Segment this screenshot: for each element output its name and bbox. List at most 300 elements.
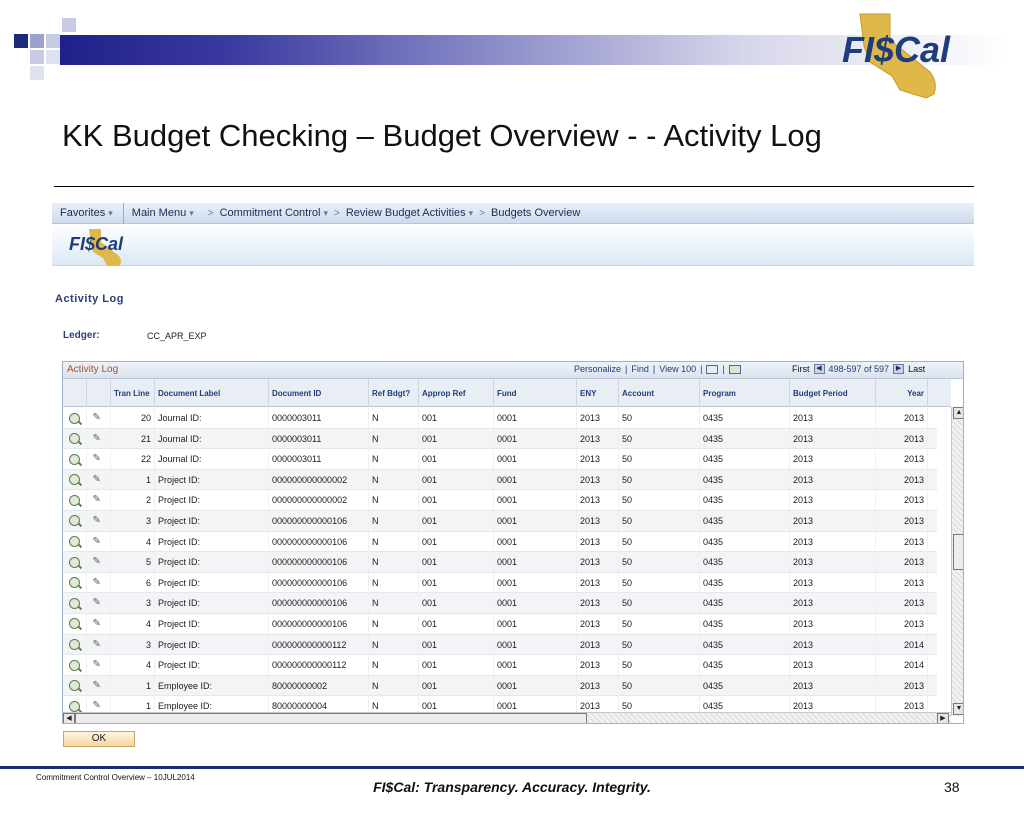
cell-program: 0435: [700, 470, 790, 490]
download-excel-icon[interactable]: [729, 365, 741, 374]
drill-cell: [87, 449, 111, 469]
header-fund[interactable]: Fund: [494, 379, 577, 407]
cell-document-id: 000000000000106: [269, 511, 369, 531]
drilldown-icon[interactable]: ✎: [92, 535, 101, 547]
cell-approp-ref: 001: [419, 696, 494, 716]
cell-approp-ref: 001: [419, 511, 494, 531]
grid-rows: [63, 408, 937, 717]
cell-approp-ref: 001: [419, 593, 494, 613]
cell-account: 50: [619, 490, 700, 510]
cell-tran-line: 3: [111, 593, 155, 613]
cell-fund: 0001: [494, 470, 577, 490]
cell-document-id: 80000000002: [269, 676, 369, 696]
header-detail-col: [63, 379, 87, 407]
cell-approp-ref: 001: [419, 655, 494, 675]
header-tran-line[interactable]: Tran Line: [111, 379, 155, 407]
drill-cell: [87, 552, 111, 572]
scroll-up-icon[interactable]: ▲: [953, 407, 964, 419]
drill-cell: [87, 573, 111, 593]
detail-cell: [63, 490, 87, 510]
cell-year: 2013: [876, 573, 928, 593]
cell-year: 2013: [876, 429, 928, 449]
detail-cell: [63, 449, 87, 469]
cell-document-id: 000000000000112: [269, 635, 369, 655]
cell-account: 50: [619, 429, 700, 449]
vertical-scroll-thumb[interactable]: [953, 534, 964, 570]
cell-budget-period: 2013: [790, 635, 876, 655]
table-row: [63, 511, 937, 532]
drill-cell: [87, 635, 111, 655]
header-program[interactable]: Program: [700, 379, 790, 407]
cell-document-id: 000000000000106: [269, 614, 369, 634]
drill-cell: [87, 532, 111, 552]
cell-budget-period: 2013: [790, 552, 876, 572]
main-menu-label: Main Menu: [131, 207, 187, 219]
scroll-down-icon[interactable]: ▼: [953, 703, 964, 715]
cell-year: 2014: [876, 655, 928, 675]
cell-year: 2013: [876, 676, 928, 696]
cell-account: 50: [619, 655, 700, 675]
cell-account: 50: [619, 676, 700, 696]
detail-cell: [63, 593, 87, 613]
favorites-label: Favorites: [60, 207, 106, 219]
cell-document-label: Project ID:: [155, 655, 269, 675]
table-row: [63, 490, 937, 511]
cell-budget-period: 2013: [790, 470, 876, 490]
favorites-menu[interactable]: [52, 203, 124, 224]
cell-ref-bdgt: N: [369, 655, 419, 675]
grid-header-row: [63, 379, 951, 407]
cell-account: 50: [619, 614, 700, 634]
cell-account: 50: [619, 573, 700, 593]
magnifier-detail-icon[interactable]: [69, 433, 80, 444]
drilldown-icon[interactable]: ✎: [92, 659, 101, 671]
cell-ref-bdgt: N: [369, 429, 419, 449]
toolbar-separator: |: [652, 364, 656, 374]
cell-ref-bdgt: N: [369, 408, 419, 428]
drilldown-icon[interactable]: ✎: [92, 597, 101, 609]
cell-document-id: 0000003011: [269, 408, 369, 428]
cell-budget-period: 2013: [790, 408, 876, 428]
cell-tran-line: 4: [111, 614, 155, 634]
cell-document-label: Project ID:: [155, 573, 269, 593]
cell-approp-ref: 001: [419, 490, 494, 510]
cell-fund: 0001: [494, 552, 577, 572]
drilldown-icon[interactable]: ✎: [92, 617, 101, 629]
footer-tagline: FI$Cal: Transparency. Accuracy. Integrity.: [373, 779, 651, 795]
cell-tran-line: 3: [111, 635, 155, 655]
cell-program: 0435: [700, 655, 790, 675]
grid-title: Activity Log: [67, 364, 119, 375]
header-ref-bdgt[interactable]: Ref Bdgt?: [369, 379, 419, 407]
cell-eny: 2013: [577, 490, 619, 510]
activity-log-grid: [62, 361, 964, 724]
header-budget-period[interactable]: Budget Period: [790, 379, 876, 407]
detail-cell: [63, 408, 87, 428]
cell-document-id: 000000000000106: [269, 532, 369, 552]
cell-tran-line: 4: [111, 532, 155, 552]
cell-eny: 2013: [577, 573, 619, 593]
cell-ref-bdgt: N: [369, 552, 419, 572]
drill-cell: [87, 429, 111, 449]
cell-fund: 0001: [494, 655, 577, 675]
cell-eny: 2013: [577, 449, 619, 469]
cell-fund: 0001: [494, 676, 577, 696]
cell-account: 50: [619, 696, 700, 716]
fiscal-logo-small-text: FI$Cal: [69, 234, 124, 254]
magnifier-detail-icon[interactable]: [69, 701, 80, 712]
breadcrumb-commitment-control[interactable]: Commitment Control: [219, 207, 321, 219]
drill-cell: [87, 470, 111, 490]
detail-cell: [63, 552, 87, 572]
cell-document-id: 0000003011: [269, 429, 369, 449]
table-row: [63, 470, 937, 491]
cell-document-label: Project ID:: [155, 490, 269, 510]
cell-document-id: 000000000000106: [269, 593, 369, 613]
chevron-down-icon[interactable]: ▾: [323, 207, 328, 218]
detail-cell: [63, 511, 87, 531]
breadcrumb-separator-icon: >: [333, 207, 340, 219]
cell-ref-bdgt: N: [369, 532, 419, 552]
cell-approp-ref: 001: [419, 552, 494, 572]
cell-tran-line: 2: [111, 490, 155, 510]
view-100-link[interactable]: View 100: [659, 364, 697, 374]
vertical-scrollbar[interactable]: [951, 407, 964, 716]
cell-program: 0435: [700, 614, 790, 634]
chevron-down-icon[interactable]: ▾: [468, 207, 474, 218]
cell-account: 50: [619, 593, 700, 613]
cell-program: 0435: [700, 573, 790, 593]
cell-tran-line: 22: [111, 449, 155, 469]
table-row: [63, 635, 937, 656]
cell-program: 0435: [700, 552, 790, 572]
cell-budget-period: 2013: [790, 532, 876, 552]
fiscal-logo-small: [67, 226, 152, 266]
cell-ref-bdgt: N: [369, 676, 419, 696]
cell-account: 50: [619, 470, 700, 490]
cell-document-label: Project ID:: [155, 593, 269, 613]
cell-ref-bdgt: N: [369, 593, 419, 613]
cell-ref-bdgt: N: [369, 511, 419, 531]
cell-tran-line: 1: [111, 676, 155, 696]
cell-year: 2014: [876, 635, 928, 655]
cell-tran-line: 20: [111, 408, 155, 428]
cell-approp-ref: 001: [419, 470, 494, 490]
previous-page-icon[interactable]: ◀: [814, 364, 825, 374]
cell-budget-period: 2013: [790, 676, 876, 696]
cell-fund: 0001: [494, 696, 577, 716]
drilldown-icon[interactable]: ✎: [92, 700, 101, 712]
cell-fund: 0001: [494, 532, 577, 552]
detail-cell: [63, 635, 87, 655]
detail-cell: [63, 573, 87, 593]
detail-cell: [63, 676, 87, 696]
cell-eny: 2013: [577, 552, 619, 572]
cell-fund: 0001: [494, 408, 577, 428]
cell-account: 50: [619, 532, 700, 552]
cell-budget-period: 2013: [790, 655, 876, 675]
first-link[interactable]: First: [792, 364, 810, 374]
page-range: 498-597 of 597: [828, 364, 890, 374]
breadcrumb-separator-icon: >: [207, 207, 214, 219]
cell-document-id: 000000000000002: [269, 490, 369, 510]
cell-ref-bdgt: N: [369, 449, 419, 469]
cell-program: 0435: [700, 635, 790, 655]
cell-program: 0435: [700, 593, 790, 613]
cell-budget-period: 2013: [790, 449, 876, 469]
ledger-label: Ledger:: [63, 330, 100, 341]
cell-ref-bdgt: N: [369, 573, 419, 593]
cell-ref-bdgt: N: [369, 635, 419, 655]
breadcrumb-budgets-overview[interactable]: Budgets Overview: [491, 207, 581, 219]
cell-year: 2013: [876, 614, 928, 634]
cell-budget-period: 2013: [790, 511, 876, 531]
zoom-grid-icon[interactable]: [706, 365, 718, 374]
cell-program: 0435: [700, 490, 790, 510]
drilldown-icon[interactable]: ✎: [92, 576, 101, 588]
grid-toolbar: [574, 364, 741, 374]
table-row: [63, 573, 937, 594]
cell-account: 50: [619, 408, 700, 428]
cell-year: 2013: [876, 470, 928, 490]
title-divider: [54, 186, 974, 187]
cell-fund: 0001: [494, 593, 577, 613]
fiscal-logo: [830, 10, 980, 102]
magnifier-detail-icon[interactable]: [69, 413, 80, 424]
cell-program: 0435: [700, 511, 790, 531]
magnifier-detail-icon[interactable]: [69, 680, 80, 691]
cell-year: 2013: [876, 408, 928, 428]
magnifier-detail-icon[interactable]: [69, 660, 80, 671]
drill-cell: [87, 490, 111, 510]
ledger-value: CC_APR_EXP: [147, 331, 207, 341]
cell-ref-bdgt: N: [369, 614, 419, 634]
drilldown-icon[interactable]: ✎: [92, 432, 101, 444]
drilldown-icon[interactable]: ✎: [92, 453, 101, 465]
cell-year: 2013: [876, 593, 928, 613]
cell-year: 2013: [876, 532, 928, 552]
cell-document-id: 000000000000106: [269, 552, 369, 572]
cell-document-label: Project ID:: [155, 635, 269, 655]
drilldown-icon[interactable]: ✎: [92, 679, 101, 691]
chevron-down-icon: ▾: [108, 207, 113, 218]
header-approp-ref[interactable]: Approp Ref: [419, 379, 494, 407]
table-row: [63, 532, 937, 553]
cell-approp-ref: 001: [419, 449, 494, 469]
cell-program: 0435: [700, 532, 790, 552]
magnifier-detail-icon[interactable]: [69, 557, 80, 568]
cell-budget-period: 2013: [790, 490, 876, 510]
magnifier-detail-icon[interactable]: [69, 618, 80, 629]
table-row: [63, 449, 937, 470]
cell-tran-line: 1: [111, 696, 155, 716]
table-row: [63, 614, 937, 635]
breadcrumb-review-budget-activities[interactable]: Review Budget Activities: [345, 207, 466, 219]
detail-cell: [63, 614, 87, 634]
cell-approp-ref: 001: [419, 532, 494, 552]
table-row: [63, 593, 937, 614]
detail-cell: [63, 429, 87, 449]
horizontal-scroll-thumb[interactable]: [75, 713, 587, 724]
cell-year: 2013: [876, 449, 928, 469]
drilldown-icon[interactable]: ✎: [92, 556, 101, 568]
slide-title: KK Budget Checking – Budget Overview - - Activity Log: [62, 118, 822, 153]
cell-fund: 0001: [494, 614, 577, 634]
cell-budget-period: 2013: [790, 429, 876, 449]
cell-account: 50: [619, 552, 700, 572]
next-page-icon[interactable]: ▶: [893, 364, 904, 374]
cell-document-label: Project ID:: [155, 614, 269, 634]
cell-program: 0435: [700, 676, 790, 696]
drilldown-icon[interactable]: ✎: [92, 494, 101, 506]
drill-cell: [87, 614, 111, 634]
detail-cell: [63, 532, 87, 552]
cell-ref-bdgt: N: [369, 696, 419, 716]
toolbar-separator: |: [722, 364, 725, 374]
fiscal-logo-text: FI$Cal: [842, 29, 951, 70]
navigation-bar: [52, 203, 974, 224]
cell-program: 0435: [700, 408, 790, 428]
cell-approp-ref: 001: [419, 614, 494, 634]
drill-cell: [87, 408, 111, 428]
cell-budget-period: 2013: [790, 593, 876, 613]
personalize-link[interactable]: Personalize: [574, 364, 622, 374]
cell-document-label: Journal ID:: [155, 449, 269, 469]
cell-document-id: 000000000000002: [269, 470, 369, 490]
header-year[interactable]: Year: [876, 379, 928, 407]
header-account[interactable]: Account: [619, 379, 700, 407]
drilldown-icon[interactable]: ✎: [92, 473, 101, 485]
scroll-left-icon[interactable]: ◀: [63, 713, 75, 724]
cell-program: 0435: [700, 429, 790, 449]
cell-document-label: Employee ID:: [155, 696, 269, 716]
cell-approp-ref: 001: [419, 408, 494, 428]
toolbar-separator: |: [700, 364, 703, 374]
drill-cell: [87, 511, 111, 531]
cell-document-id: 80000000004: [269, 696, 369, 716]
cell-fund: 0001: [494, 490, 577, 510]
cell-year: 2013: [876, 552, 928, 572]
cell-document-label: Project ID:: [155, 552, 269, 572]
cell-fund: 0001: [494, 449, 577, 469]
detail-cell: [63, 655, 87, 675]
magnifier-detail-icon[interactable]: [69, 639, 80, 650]
cell-fund: 0001: [494, 511, 577, 531]
cell-ref-bdgt: N: [369, 490, 419, 510]
cell-year: 2013: [876, 490, 928, 510]
magnifier-detail-icon[interactable]: [69, 515, 80, 526]
chevron-down-icon: ▾: [189, 207, 194, 218]
cell-eny: 2013: [577, 696, 619, 716]
cell-document-id: 000000000000112: [269, 655, 369, 675]
cell-document-label: Project ID:: [155, 532, 269, 552]
toolbar-separator: |: [625, 364, 628, 374]
cell-approp-ref: 001: [419, 635, 494, 655]
cell-eny: 2013: [577, 635, 619, 655]
grid-titlebar: [63, 362, 963, 379]
cell-document-label: Project ID:: [155, 511, 269, 531]
magnifier-detail-icon[interactable]: [69, 598, 80, 609]
cell-document-label: Employee ID:: [155, 676, 269, 696]
cell-eny: 2013: [577, 511, 619, 531]
cell-year: 2013: [876, 696, 928, 716]
cell-account: 50: [619, 449, 700, 469]
cell-account: 50: [619, 635, 700, 655]
cell-document-label: Journal ID:: [155, 429, 269, 449]
cell-fund: 0001: [494, 429, 577, 449]
cell-tran-line: 1: [111, 470, 155, 490]
cell-budget-period: 2013: [790, 573, 876, 593]
cell-fund: 0001: [494, 635, 577, 655]
cell-ref-bdgt: N: [369, 470, 419, 490]
cell-document-label: Journal ID:: [155, 408, 269, 428]
drilldown-icon[interactable]: ✎: [92, 638, 101, 650]
drill-cell: [87, 655, 111, 675]
magnifier-detail-icon[interactable]: [69, 536, 80, 547]
page-number: 38: [944, 779, 960, 795]
cell-document-id: 0000003011: [269, 449, 369, 469]
cell-tran-line: 6: [111, 573, 155, 593]
header-eny[interactable]: ENY: [577, 379, 619, 407]
cell-document-label: Project ID:: [155, 470, 269, 490]
find-link[interactable]: Find: [631, 364, 649, 374]
table-row: [63, 676, 937, 697]
cell-approp-ref: 001: [419, 676, 494, 696]
cell-program: 0435: [700, 696, 790, 716]
cell-eny: 2013: [577, 593, 619, 613]
magnifier-detail-icon[interactable]: [69, 454, 80, 465]
header-document-label[interactable]: Document Label: [155, 379, 269, 407]
cell-approp-ref: 001: [419, 573, 494, 593]
table-row: [63, 552, 937, 573]
cell-eny: 2013: [577, 429, 619, 449]
cell-program: 0435: [700, 449, 790, 469]
scroll-right-icon[interactable]: ▶: [937, 713, 949, 724]
cell-account: 50: [619, 511, 700, 531]
table-row: [63, 408, 937, 429]
cell-budget-period: 2013: [790, 696, 876, 716]
grid-paging: [792, 364, 929, 374]
drill-cell: [87, 593, 111, 613]
magnifier-detail-icon[interactable]: [69, 474, 80, 485]
drill-cell: [87, 676, 111, 696]
footer-rule: [0, 766, 1024, 769]
page-heading: Activity Log: [55, 293, 124, 305]
cell-tran-line: 5: [111, 552, 155, 572]
detail-cell: [63, 470, 87, 490]
cell-tran-line: 4: [111, 655, 155, 675]
magnifier-detail-icon[interactable]: [69, 577, 80, 588]
table-row: [63, 655, 937, 676]
cell-eny: 2013: [577, 408, 619, 428]
app-screenshot: [52, 203, 974, 753]
last-link[interactable]: Last: [908, 364, 926, 374]
main-menu[interactable]: [124, 207, 202, 219]
cell-year: 2013: [876, 511, 928, 531]
table-row: [63, 429, 937, 450]
app-banner: [52, 224, 974, 266]
header-document-id[interactable]: Document ID: [269, 379, 369, 407]
cell-document-id: 000000000000106: [269, 573, 369, 593]
cell-fund: 0001: [494, 573, 577, 593]
header-drill-col: [87, 379, 111, 407]
drilldown-icon[interactable]: ✎: [92, 514, 101, 526]
cell-eny: 2013: [577, 655, 619, 675]
horizontal-scrollbar[interactable]: [63, 712, 951, 724]
ok-button[interactable]: OK: [63, 731, 135, 747]
magnifier-detail-icon[interactable]: [69, 495, 80, 506]
drilldown-icon[interactable]: ✎: [92, 412, 101, 423]
